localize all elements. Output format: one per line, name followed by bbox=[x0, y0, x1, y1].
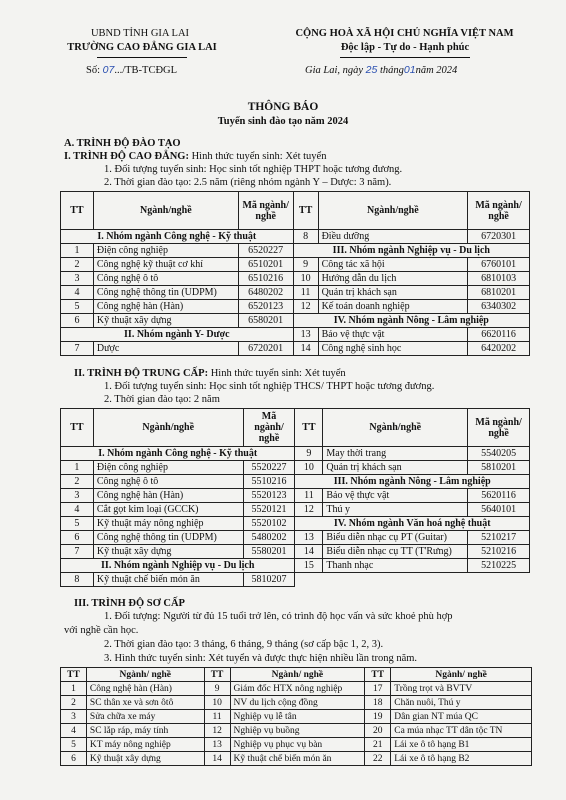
course-name: Ca múa nhạc TT dân tộc TN bbox=[391, 724, 532, 738]
course-name: KT máy nông nghiệp bbox=[86, 738, 204, 752]
row-number: 9 bbox=[204, 682, 230, 696]
row-number: 13 bbox=[295, 531, 323, 545]
group-heading: IV. Nhóm ngành Nông - Lâm nghiệp bbox=[293, 314, 529, 328]
table-row bbox=[61, 545, 530, 559]
table-row bbox=[61, 724, 532, 738]
row-number: 2 bbox=[61, 258, 94, 272]
row-number: 19 bbox=[365, 710, 391, 724]
program-code: 5810201 bbox=[468, 461, 530, 475]
program-code: 5640101 bbox=[468, 503, 530, 517]
section-3-p2: 2. Thời gian đào tạo: 3 tháng, 6 tháng, 9 tháng (sơ cấp bậc 1, 2, 3). bbox=[104, 639, 384, 650]
row-number: 10 bbox=[293, 272, 318, 286]
issue-date: Gia Lai, ngày 25 tháng01năm 2024 bbox=[305, 64, 458, 76]
program-name: Quản trị khách sạn bbox=[323, 461, 468, 475]
row-number: 1 bbox=[61, 244, 94, 258]
national-motto: Độc lập - Tự do - Hạnh phúc bbox=[340, 42, 470, 53]
program-name: May thời trang bbox=[323, 447, 468, 461]
table-row bbox=[61, 573, 530, 587]
program-name: Công nghệ ô tô bbox=[93, 272, 238, 286]
program-name: Biểu diễn nhạc cụ PT (Guitar) bbox=[323, 531, 468, 545]
program-code: 5210216 bbox=[468, 545, 530, 559]
course-name: Lái xe ô tô hạng B2 bbox=[391, 752, 532, 766]
program-name: Kỹ thuật xây dựng bbox=[93, 545, 243, 559]
col-code: Mã ngành/ nghề bbox=[243, 409, 295, 447]
program-name: Công tác xã hội bbox=[318, 258, 468, 272]
row-number: 6 bbox=[61, 531, 94, 545]
table-row bbox=[61, 475, 530, 489]
table-row bbox=[61, 517, 530, 531]
col-name: Ngành/ nghề bbox=[391, 668, 532, 682]
row-number: 12 bbox=[204, 724, 230, 738]
org-underline bbox=[97, 57, 187, 58]
program-code: 5580201 bbox=[243, 545, 295, 559]
row-number: 12 bbox=[293, 300, 318, 314]
col-tt: TT bbox=[204, 668, 230, 682]
program-name: Công nghệ hàn (Hàn) bbox=[93, 300, 238, 314]
table-row bbox=[61, 230, 530, 244]
col-tt: TT bbox=[61, 192, 94, 230]
doc-number: Số: 07.../TB-TCĐGL bbox=[86, 64, 178, 76]
empty-cell bbox=[295, 573, 530, 587]
row-number: 1 bbox=[61, 461, 94, 475]
program-name: Biểu diễn nhạc cụ TT (T'Rưng) bbox=[323, 545, 468, 559]
row-number: 7 bbox=[61, 545, 94, 559]
national-title: CỘNG HOÀ XÃ HỘI CHỦ NGHĨA VIỆT NAM bbox=[295, 28, 514, 39]
course-name: Dân gian NT múa QC bbox=[391, 710, 532, 724]
col-name: Ngành/nghề bbox=[318, 192, 468, 230]
program-code: 5210217 bbox=[468, 531, 530, 545]
program-name: Điện công nghiệp bbox=[93, 461, 243, 475]
row-number: 3 bbox=[61, 710, 87, 724]
row-number: 12 bbox=[295, 503, 323, 517]
program-name: Kỹ thuật máy nông nghiệp bbox=[93, 517, 243, 531]
group-heading: IV. Nhóm ngành Văn hoá nghệ thuật bbox=[295, 517, 530, 531]
section-1-p1: 1. Đối tượng tuyển sinh: Học sinh tốt nghiệp THPT hoặc tương đương. bbox=[104, 164, 403, 175]
row-number: 13 bbox=[204, 738, 230, 752]
row-number: 11 bbox=[204, 710, 230, 724]
course-name: Nghiệp vụ phục vụ bàn bbox=[230, 738, 365, 752]
row-number: 3 bbox=[61, 489, 94, 503]
row-number: 14 bbox=[293, 342, 318, 356]
group-heading: II. Nhóm ngành Nghiệp vụ - Du lịch bbox=[61, 559, 295, 573]
program-name: Kế toán doanh nghiệp bbox=[318, 300, 468, 314]
table-row bbox=[61, 244, 530, 258]
row-number: 5 bbox=[61, 517, 94, 531]
program-code: 5520121 bbox=[243, 503, 295, 517]
group-heading: III. Nhóm ngành Nghiệp vụ - Du lịch bbox=[293, 244, 529, 258]
col-code: Mã ngành/ nghề bbox=[238, 192, 293, 230]
group-heading: I. Nhóm ngành Công nghệ - Kỹ thuật bbox=[61, 447, 295, 461]
table-row bbox=[61, 682, 532, 696]
row-number: 20 bbox=[365, 724, 391, 738]
section-2-p2: 2. Thời gian đào tạo: 2 năm bbox=[104, 394, 220, 405]
table-row bbox=[61, 559, 530, 573]
course-name: Kỹ thuật chế biến món ăn bbox=[230, 752, 365, 766]
section-2-heading: II. TRÌNH ĐỘ TRUNG CẤP: Hình thức tuyển sinh: Xét tuyển bbox=[74, 368, 346, 379]
program-code: 5510216 bbox=[243, 475, 295, 489]
program-name: Quản trị khách sạn bbox=[318, 286, 468, 300]
program-code: 5620116 bbox=[468, 489, 530, 503]
program-code: 6760101 bbox=[468, 258, 530, 272]
row-number: 2 bbox=[61, 475, 94, 489]
col-name: Ngành/nghề bbox=[93, 409, 243, 447]
table-row bbox=[61, 300, 530, 314]
program-code: 5810207 bbox=[243, 573, 295, 587]
row-number: 11 bbox=[295, 489, 323, 503]
col-code: Mã ngành/ nghề bbox=[468, 409, 530, 447]
col-code: Mã ngành/ nghề bbox=[468, 192, 530, 230]
section-3-heading: III. TRÌNH ĐỘ SƠ CẤP bbox=[74, 598, 185, 609]
table-row bbox=[61, 314, 530, 328]
course-name: Lái xe ô tô hạng B1 bbox=[391, 738, 532, 752]
row-number: 11 bbox=[293, 286, 318, 300]
program-name: Công nghệ sinh học bbox=[318, 342, 468, 356]
program-code: 6810201 bbox=[468, 286, 530, 300]
table-row bbox=[61, 489, 530, 503]
section-3-p1-cont: với nghề cần học. bbox=[64, 625, 139, 636]
row-number: 2 bbox=[61, 696, 87, 710]
row-number: 17 bbox=[365, 682, 391, 696]
course-name: Kỹ thuật xây dựng bbox=[86, 752, 204, 766]
col-tt: TT bbox=[293, 192, 318, 230]
row-number: 22 bbox=[365, 752, 391, 766]
row-number: 1 bbox=[61, 682, 87, 696]
program-name: Bảo vệ thực vật bbox=[323, 489, 468, 503]
page-subtitle: Tuyển sinh đào tạo năm 2024 bbox=[217, 116, 349, 127]
row-number: 3 bbox=[61, 272, 94, 286]
org-parent: UBND TỈNH GIA LAI bbox=[90, 28, 190, 39]
row-number: 5 bbox=[61, 738, 87, 752]
handwritten-number: 07 bbox=[102, 64, 115, 76]
program-code: 6580201 bbox=[238, 314, 293, 328]
row-number: 4 bbox=[61, 503, 94, 517]
table-row bbox=[61, 710, 532, 724]
program-code: 6480202 bbox=[238, 286, 293, 300]
group-heading: II. Nhóm ngành Y- Dược bbox=[61, 328, 294, 342]
program-code: 5520123 bbox=[243, 489, 295, 503]
table-row bbox=[61, 531, 530, 545]
college-programs-table bbox=[60, 191, 530, 356]
row-number: 10 bbox=[204, 696, 230, 710]
program-code: 5210225 bbox=[468, 559, 530, 573]
row-number: 6 bbox=[61, 314, 94, 328]
intermediate-programs-table bbox=[60, 408, 530, 587]
course-name: Nghiệp vụ buồng bbox=[230, 724, 365, 738]
row-number: 6 bbox=[61, 752, 87, 766]
program-name: Điện công nghiệp bbox=[93, 244, 238, 258]
program-code: 6720201 bbox=[238, 342, 293, 356]
row-number: 13 bbox=[293, 328, 318, 342]
row-number: 5 bbox=[61, 300, 94, 314]
col-name: Ngành/nghề bbox=[93, 192, 238, 230]
program-code: 6520227 bbox=[238, 244, 293, 258]
program-name: Điều dưỡng bbox=[318, 230, 468, 244]
col-tt: TT bbox=[61, 668, 87, 682]
program-name: Thú y bbox=[323, 503, 468, 517]
section-1-heading: I. TRÌNH ĐỘ CAO ĐẲNG: Hình thức tuyển sinh: Xét tuyển bbox=[64, 151, 327, 162]
table-row bbox=[61, 286, 530, 300]
program-name: Công nghệ kỹ thuật cơ khí bbox=[93, 258, 238, 272]
table-row bbox=[61, 752, 532, 766]
course-name: Trồng trọt và BVTV bbox=[391, 682, 532, 696]
org-name: TRƯỜNG CAO ĐẲNG GIA LAI bbox=[67, 42, 217, 53]
table-row bbox=[61, 342, 530, 356]
program-name: Dược bbox=[93, 342, 238, 356]
course-name: Sửa chữa xe máy bbox=[86, 710, 204, 724]
program-code: 6510201 bbox=[238, 258, 293, 272]
program-code: 5520227 bbox=[243, 461, 295, 475]
program-code: 6620116 bbox=[468, 328, 530, 342]
course-name: Nghiệp vụ lễ tân bbox=[230, 710, 365, 724]
col-tt: TT bbox=[61, 409, 94, 447]
program-code: 6810103 bbox=[468, 272, 530, 286]
col-tt: TT bbox=[295, 409, 323, 447]
col-name: Ngành/ nghề bbox=[86, 668, 204, 682]
program-code: 5540205 bbox=[468, 447, 530, 461]
section-3-p1: 1. Đối tượng: Người từ đủ 15 tuổi trở lên, có trình độ học vấn và sức khoẻ phù hợp bbox=[104, 611, 453, 622]
course-name: SC thân xe và sơn ôtô bbox=[86, 696, 204, 710]
row-number: 21 bbox=[365, 738, 391, 752]
row-number: 10 bbox=[295, 461, 323, 475]
row-number: 4 bbox=[61, 286, 94, 300]
program-code: 6720301 bbox=[468, 230, 530, 244]
program-code: 6420202 bbox=[468, 342, 530, 356]
program-code: 6340302 bbox=[468, 300, 530, 314]
group-heading: III. Nhóm ngành Nông - Lâm nghiệp bbox=[295, 475, 530, 489]
table-row bbox=[61, 461, 530, 475]
col-name: Ngành/nghề bbox=[323, 409, 468, 447]
program-name: Kỹ thuật xây dựng bbox=[93, 314, 238, 328]
program-name: Bảo vệ thực vật bbox=[318, 328, 468, 342]
row-number: 8 bbox=[293, 230, 318, 244]
section-1-p2: 2. Thời gian đào tạo: 2.5 năm (riêng nhóm ngành Y – Dược: 3 năm). bbox=[104, 177, 392, 188]
row-number: 8 bbox=[61, 573, 94, 587]
program-name: Công nghệ ô tô bbox=[93, 475, 243, 489]
row-number: 18 bbox=[365, 696, 391, 710]
program-name: Công nghệ thông tin (UDPM) bbox=[93, 286, 238, 300]
course-name: SC lắp ráp, máy tính bbox=[86, 724, 204, 738]
table-row bbox=[61, 447, 530, 461]
row-number: 14 bbox=[295, 545, 323, 559]
col-tt: TT bbox=[365, 668, 391, 682]
table-row bbox=[61, 696, 532, 710]
program-name: Hướng dẫn du lịch bbox=[318, 272, 468, 286]
section-a-heading: A. TRÌNH ĐỘ ĐÀO TẠO bbox=[64, 138, 181, 149]
course-name: Công nghệ hàn (Hàn) bbox=[86, 682, 204, 696]
page-title: THÔNG BÁO bbox=[247, 101, 319, 113]
program-name: Công nghệ thông tin (UDPM) bbox=[93, 531, 243, 545]
table-row bbox=[61, 738, 532, 752]
program-name: Thanh nhạc bbox=[323, 559, 468, 573]
row-number: 14 bbox=[204, 752, 230, 766]
col-name: Ngành/ nghề bbox=[230, 668, 365, 682]
table-row bbox=[61, 258, 530, 272]
course-name: Giám đốc HTX nông nghiệp bbox=[230, 682, 365, 696]
row-number: 9 bbox=[295, 447, 323, 461]
table-row bbox=[61, 328, 530, 342]
course-name: NV du lịch cộng đồng bbox=[230, 696, 365, 710]
program-code: 6520123 bbox=[238, 300, 293, 314]
program-code: 5520102 bbox=[243, 517, 295, 531]
short-courses-table bbox=[60, 667, 532, 766]
program-name: Cắt gọt kim loại (GCCK) bbox=[93, 503, 243, 517]
section-2-p1: 1. Đối tượng tuyển sinh: Học sinh tốt nghiệp THCS/ THPT hoặc tương đương. bbox=[104, 381, 435, 392]
row-number: 7 bbox=[61, 342, 94, 356]
program-code: 5480202 bbox=[243, 531, 295, 545]
program-name: Công nghệ hàn (Hàn) bbox=[93, 489, 243, 503]
table-row bbox=[61, 503, 530, 517]
group-heading: I. Nhóm ngành Công nghệ - Kỹ thuật bbox=[61, 230, 294, 244]
motto-underline bbox=[340, 57, 470, 58]
course-name: Chăn nuôi, Thú y bbox=[391, 696, 532, 710]
row-number: 9 bbox=[293, 258, 318, 272]
program-name: Kỹ thuật chế biến món ăn bbox=[93, 573, 243, 587]
row-number: 15 bbox=[295, 559, 323, 573]
section-3-p3: 3. Hình thức tuyển sinh: Xét tuyển và được thực hiện nhiều lần trong năm. bbox=[104, 653, 418, 664]
program-code: 6510216 bbox=[238, 272, 293, 286]
row-number: 4 bbox=[61, 724, 87, 738]
table-row bbox=[61, 272, 530, 286]
